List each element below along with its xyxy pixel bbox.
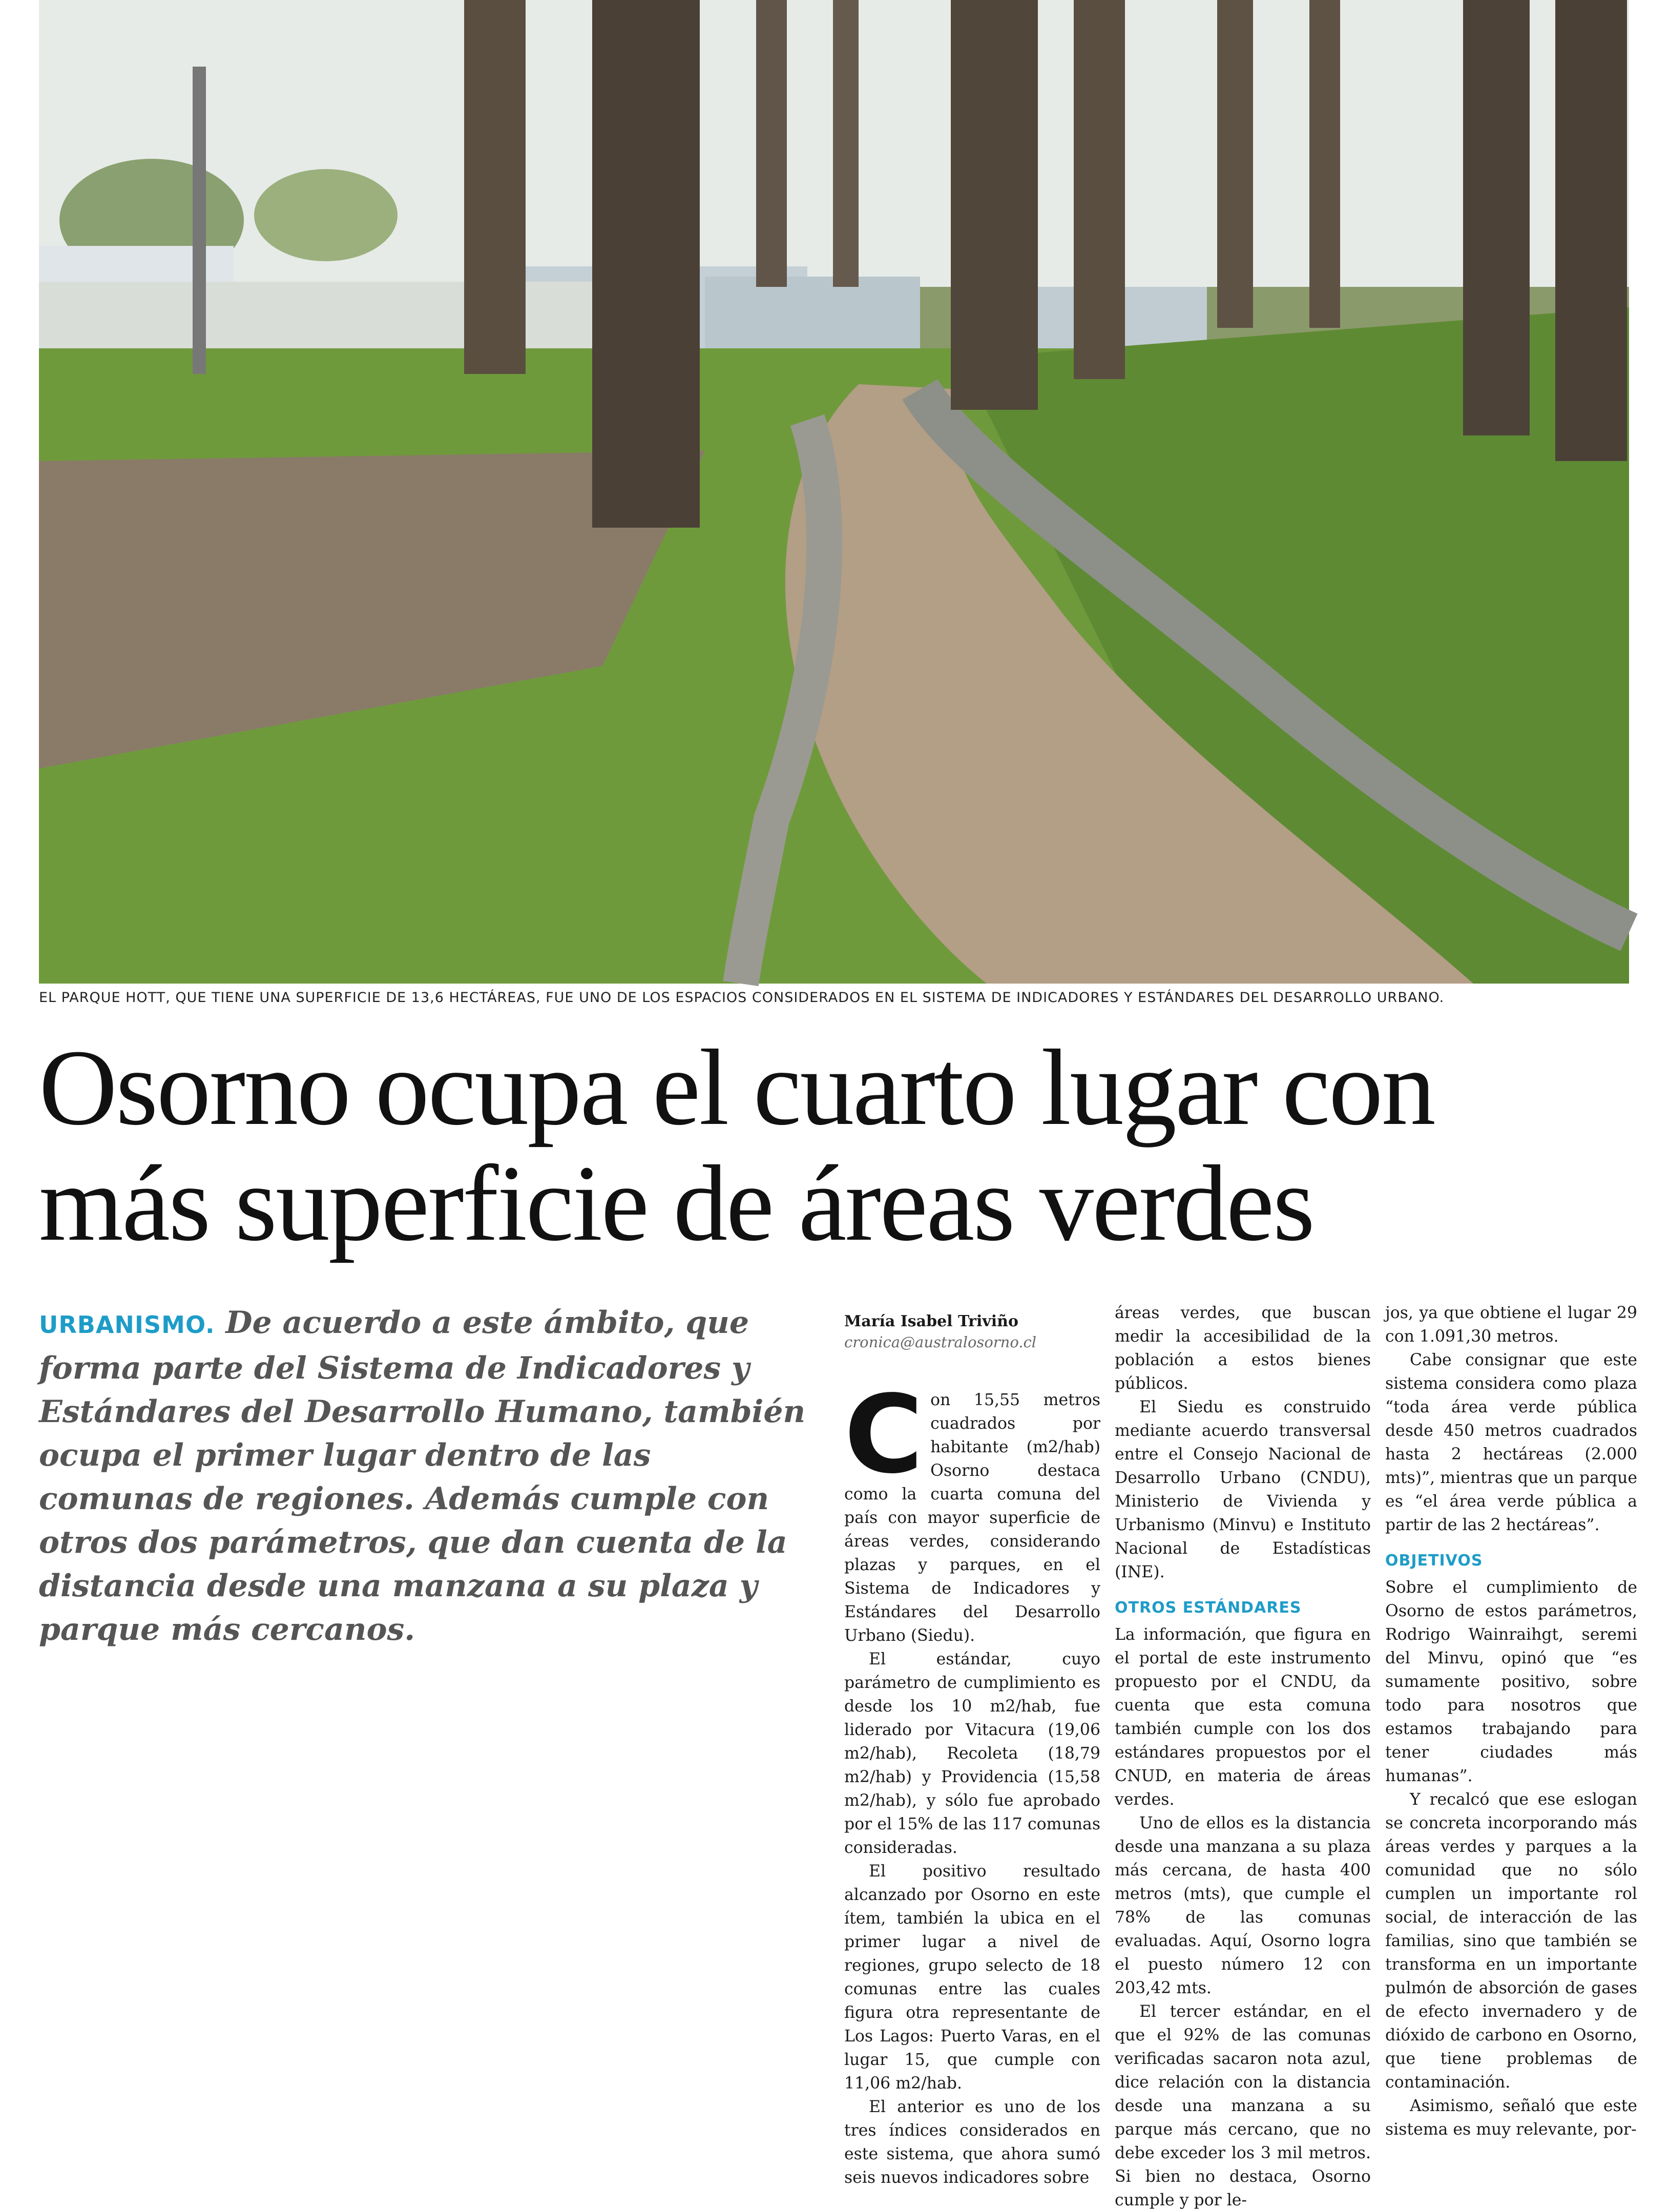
subheading-objetivos: OBJETIVOS: [1385, 1552, 1483, 1570]
article-paragraph: El Siedu es construido mediante acuerdo transversal entre el Consejo Nacional de Desarrollo Urbano (CNDU), Ministerio de Vivienda y Urbanismo (Minvu) e Instituto Nacional de Estadísticas (INE).: [1115, 1398, 1371, 1581]
article-paragraph: Cabe consignar que este sistema considera como plaza “toda área verde pública desde 450 metros cuadrados hasta 2 hectáreas (2.000 mts)”, mientras que un parque es “el área verde pública a partir de las 2 hectáreas”.: [1385, 1351, 1637, 1534]
park-scene-illustration: [39, 0, 1629, 984]
author-name: María Isabel Triviño: [844, 1312, 1018, 1330]
lead-paragraph: [39, 1301, 812, 1652]
headline: [39, 1027, 1637, 1263]
article-paragraph: El estándar, cuyo parámetro de cumplimiento es desde los 10 m2/hab, fue liderado por Vitacura (19,06 m2/hab), Recoleta (18,79 m2/hab) y Providencia (15,58 m2/hab), y sólo fue aprobado por el 15% de las 117 comunas consideradas.: [844, 1650, 1100, 1857]
subheading-otros-estandares: OTROS ESTÁNDARES: [1115, 1599, 1302, 1617]
article-column-3: [1385, 1301, 1637, 2157]
article-paragraph: áreas verdes, que buscan medir la accesibilidad de la población a estos bienes públicos.: [1115, 1304, 1371, 1393]
article-paragraph: Sobre el cumplimiento de Osorno de estos parámetros, Rodrigo Wainraihgt, seremi del Minvu, opinó que “es sumamente positivo, sobre todo para nosotros que estamos trabajando para tener ciudades más humanas”.: [1385, 1578, 1637, 1785]
park-path-photo: [39, 0, 1629, 984]
article-paragraph: Uno de ellos es la distancia desde una manzana a su plaza más cercana, de hasta 400 metros (mts), que cumple el 78% de las comunas evaluadas. Aquí, Osorno logra el puesto número 12 con 203,42 mts.: [1115, 1814, 1371, 1997]
article-paragraph: Y recalcó que ese eslogan se concreta incorporando más áreas verdes y parques a la comunidad que no sólo cumplen un importante rol social, de interacción de las familias, sino que también se transforma en un importante pulmón de absorción de gases de efecto invernadero y de dióxido de carbono en Osorno, que tiene problemas de contaminación.: [1385, 1790, 1637, 2092]
article-paragraph: jos, ya que obtiene el lugar 29 con 1.091,30 metros.: [1385, 1304, 1637, 1346]
headline-line-2: más superficie de áreas verdes: [39, 1143, 1314, 1263]
article-paragraph: El tercer estándar, en el que el 92% de las comunas verificadas sacaron nota azul, dice relación con la distancia desde una manzana a su parque más cercano, que no debe exceder los 3 mil metros. Si bien no destaca, Osorno cumple y por le-: [1115, 2002, 1371, 2209]
article-paragraph: Con 15,55 metros cuadrados por habitante (m2/hab) Osorno destaca como la cuarta comuna del país con mayor superficie de áreas verdes, considerando plazas y parques, en el Sistema de Indicadores y Estándares del Desarrollo Urbano (Siedu).: [844, 1372, 1100, 1645]
drop-cap: C: [844, 1372, 924, 1497]
headline-line-1: Osorno ocupa el cuarto lugar con: [39, 1027, 1434, 1147]
author-email: cronica@australosorno.cl: [844, 1333, 1037, 1351]
section-kicker: URBANISMO.: [39, 1311, 215, 1339]
photo-caption: EL PARQUE HOTT, QUE TIENE UNA SUPERFICIE DE 13,6 HECTÁREAS, FUE UNO DE LOS ESPACIOS CONSIDERADOS EN EL SISTEMA DE INDICADORES Y ESTÁNDARES DEL DESARROLLO URBANO.: [39, 990, 1445, 1006]
article-paragraph: El positivo resultado alcanzado por Osorno en este ítem, también la ubica en el primer lugar a nivel de regiones, grupo selecto de 18 comunas entre las cuales figura otra representante de Los Lagos: Puerto Varas, en el lugar 15, que cumple con 11,06 m2/hab.: [844, 1862, 1100, 2093]
article-paragraph: Asimismo, señaló que este sistema es muy relevante, por-: [1385, 2097, 1637, 2139]
article-paragraph: La información, que figura en el portal de este instrumento propuesto por el CNDU, da cuenta que esta comuna también cumple con los dos estándares propuestos por el CNUD, en materia de áreas verdes.: [1115, 1625, 1371, 1809]
lead-text: De acuerdo a este ámbito, que forma parte del Sistema de Indicadores y Estándares del Desarrollo Humano, también ocupa el primer lugar dentro de las comunas de regiones. Además cumple con otros dos parámetros, que dan cuenta de la distancia desde una manzana a su plaza y parque más cercanos.: [39, 1305, 806, 1647]
article-paragraph: El anterior es uno de los tres índices considerados en este sistema, que ahora sumó seis nuevos indicadores sobre: [844, 2098, 1100, 2187]
article-column-1: [844, 1311, 1100, 2187]
article-column-2: [1115, 1301, 1371, 2209]
